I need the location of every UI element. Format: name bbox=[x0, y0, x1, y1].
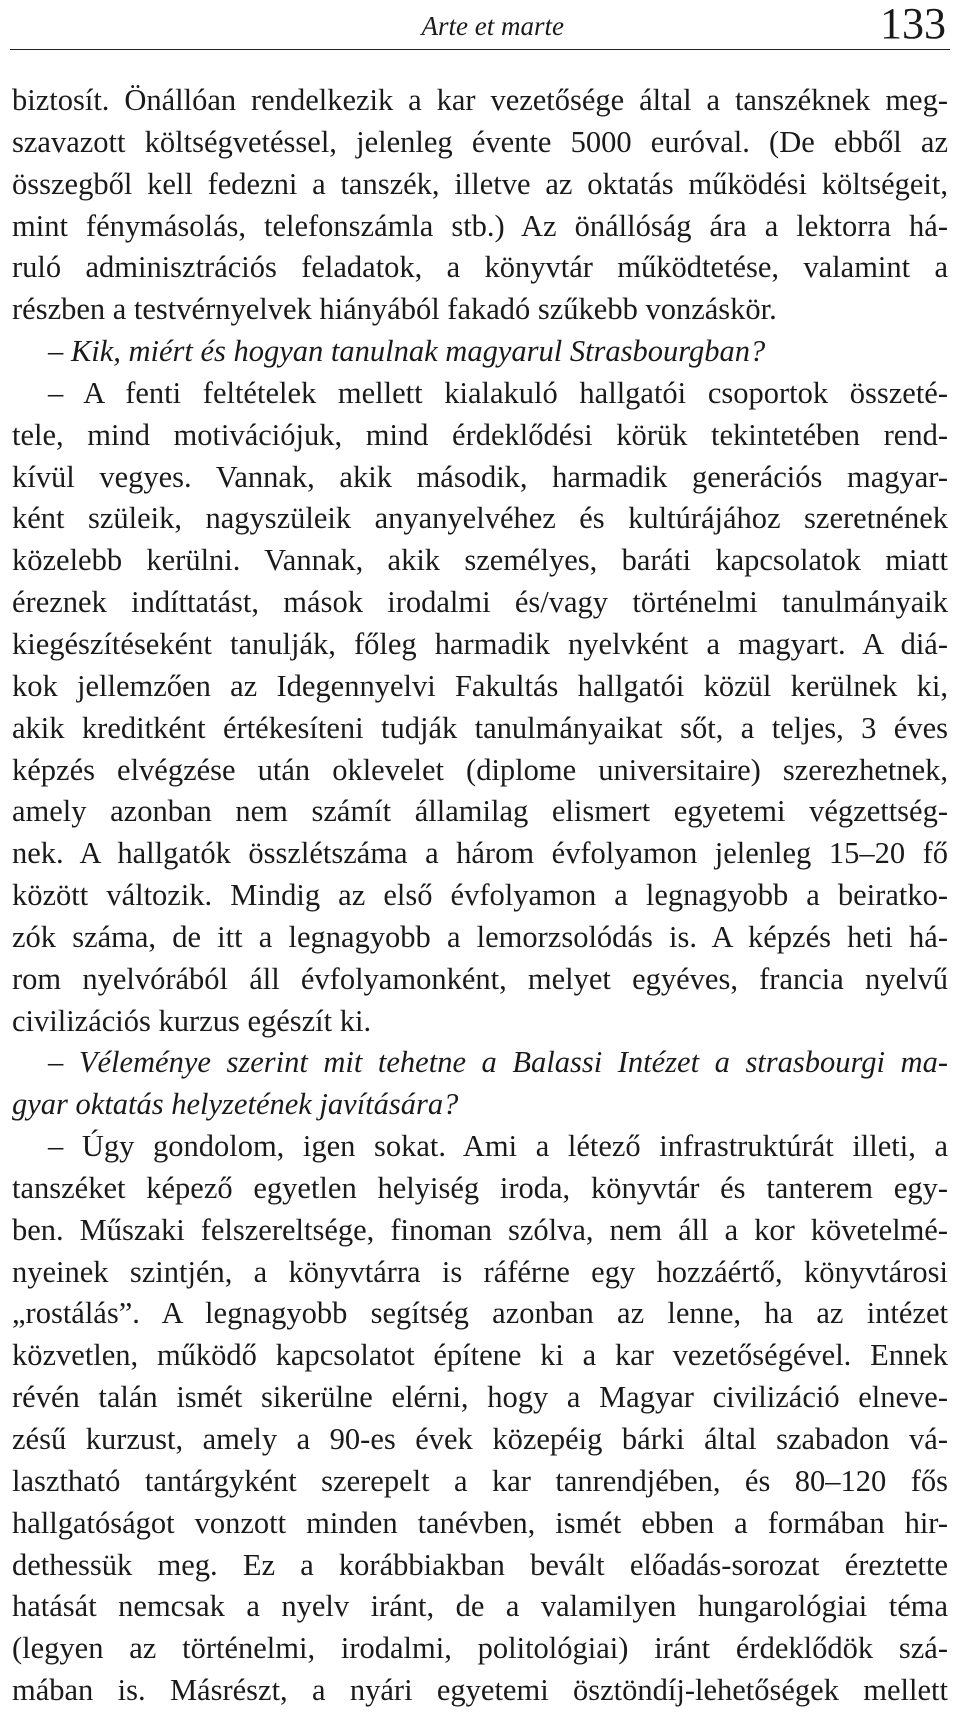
text-line: ként szüleik, nagyszüleik anyanyelvéhez és kultúrájához szeretnének bbox=[12, 501, 948, 536]
page-number: 133 bbox=[880, 0, 946, 48]
text-line: mint fénymásolás, telefonszámla stb.) Az önállóság ára a lektorra há- bbox=[12, 208, 948, 243]
text-line: éreznek indíttatást, mások irodalmi és/vagy történelmi tanulmányaik bbox=[12, 585, 948, 620]
text-line: részben a testvérnyelvek hiányából fakadó szűkebb vonzáskör. bbox=[12, 292, 777, 327]
text-line: szavazott költségvetéssel, jelenleg évente 5000 euróval. (De ebből az bbox=[12, 124, 948, 159]
text-line: – A fenti feltételek mellett kialakuló hallgatói csoportok összeté- bbox=[48, 375, 948, 410]
text-line: hallgatóságot vonzott minden tanévben, ismét ebben a formában hir- bbox=[12, 1505, 948, 1540]
text-line: biztosít. Önállóan rendelkezik a kar vezetősége által a tanszéknek meg- bbox=[12, 83, 948, 117]
text-line: amely azonban nem számít államilag elismert egyetemi végzettség- bbox=[12, 794, 948, 829]
text-line: között változik. Mindig az első évfolyamon a legnagyobb a beiratko- bbox=[12, 878, 948, 913]
running-header bbox=[10, 0, 950, 48]
text-line: kiegészítéseként tanulják, főleg harmadik nyelvként a magyart. A diá- bbox=[12, 626, 948, 661]
text-line: nyeinek szintjén, a könyvtárra is ráférne egy hozzáértő, könyvtárosi bbox=[12, 1254, 948, 1289]
text-line: hatását nemcsak a nyelv iránt, de a valamilyen hungarológiai téma bbox=[12, 1589, 948, 1624]
text-line: „rostálás”. A legnagyobb segítség azonban az lenne, ha az intézet bbox=[12, 1296, 948, 1331]
header-rule bbox=[10, 49, 950, 50]
text-line: akik kreditként értékesíteni tudják tanulmányaikat sőt, a teljes, 3 éves bbox=[12, 710, 948, 745]
question-line: gyar oktatás helyzetének javítására? bbox=[12, 1087, 459, 1122]
text-line: ben. Műszaki felszereltsége, finoman szólva, nem áll a kor követelmé- bbox=[12, 1212, 948, 1247]
text-line: lasztható tantárgyként szerepelt a kar tanrendjében, és 80–120 fős bbox=[12, 1463, 948, 1498]
question-line: – Véleménye szerint mit tehetne a Balassi Intézet a strasbourgi ma- bbox=[48, 1045, 948, 1080]
text-line: révén talán ismét sikerülne elérni, hogy a Magyar civilizáció elneve- bbox=[12, 1380, 948, 1415]
text-line: képzés elvégzése után oklevelet (diplome universitaire) szerezhetnek, bbox=[12, 752, 948, 787]
text-line: összegből kell fedezni a tanszék, illetve az oktatás működési költségeit, bbox=[12, 166, 948, 201]
text-line: tanszéket képező egyetlen helyiség iroda, könyvtár és tanterem egy- bbox=[12, 1170, 948, 1205]
text-line: közelebb kerülni. Vannak, akik személyes, baráti kapcsolatok miatt bbox=[12, 543, 948, 578]
question-line: – Kik, miért és hogyan tanulnak magyarul Strasbourgban? bbox=[48, 334, 766, 369]
body-text bbox=[12, 80, 948, 1712]
text-line: közvetlen, működő kapcsolatot építene ki a kar vezetőségével. Ennek bbox=[12, 1338, 948, 1373]
text-line: mában is. Másrészt, a nyári egyetemi ösztöndíj-lehetőségek mellett bbox=[12, 1673, 948, 1708]
text-line: nek. A hallgatók összlétszáma a három évfolyamon jelenleg 15–20 fő bbox=[12, 836, 948, 871]
text-line: (legyen az történelmi, irodalmi, politológiai) iránt érdeklődök szá- bbox=[12, 1631, 948, 1666]
text-line: kok jellemzően az Idegennyelvi Fakultás hallgatói közül kerülnek ki, bbox=[12, 668, 948, 703]
text-line: civilizációs kurzus egészít ki. bbox=[12, 1003, 372, 1038]
text-line: tele, mind motivációjuk, mind érdeklődési körük tekintetében rend- bbox=[12, 417, 948, 452]
text-line: – Úgy gondolom, igen sokat. Ami a létező infrastruktúrát illeti, a bbox=[48, 1129, 948, 1164]
text-line: zésű kurzust, amely a 90-es évek közepéig bárki által szabadon vá- bbox=[12, 1422, 948, 1456]
running-title: Arte et marte bbox=[421, 11, 564, 41]
text-line: kívül vegyes. Vannak, akik második, harmadik generációs magyar- bbox=[12, 459, 948, 494]
text-line: ruló adminisztrációs feladatok, a könyvtár működtetése, valamint a bbox=[12, 250, 948, 285]
text-line: rom nyelvórából áll évfolyamonként, melyet egyéves, francia nyelvű bbox=[12, 961, 948, 996]
text-line: dethessük meg. Ez a korábbiakban bevált előadás-sorozat éreztette bbox=[12, 1547, 948, 1582]
text-line: zók száma, de itt a legnagyobb a lemorzsolódás is. A képzés heti há- bbox=[12, 919, 948, 954]
